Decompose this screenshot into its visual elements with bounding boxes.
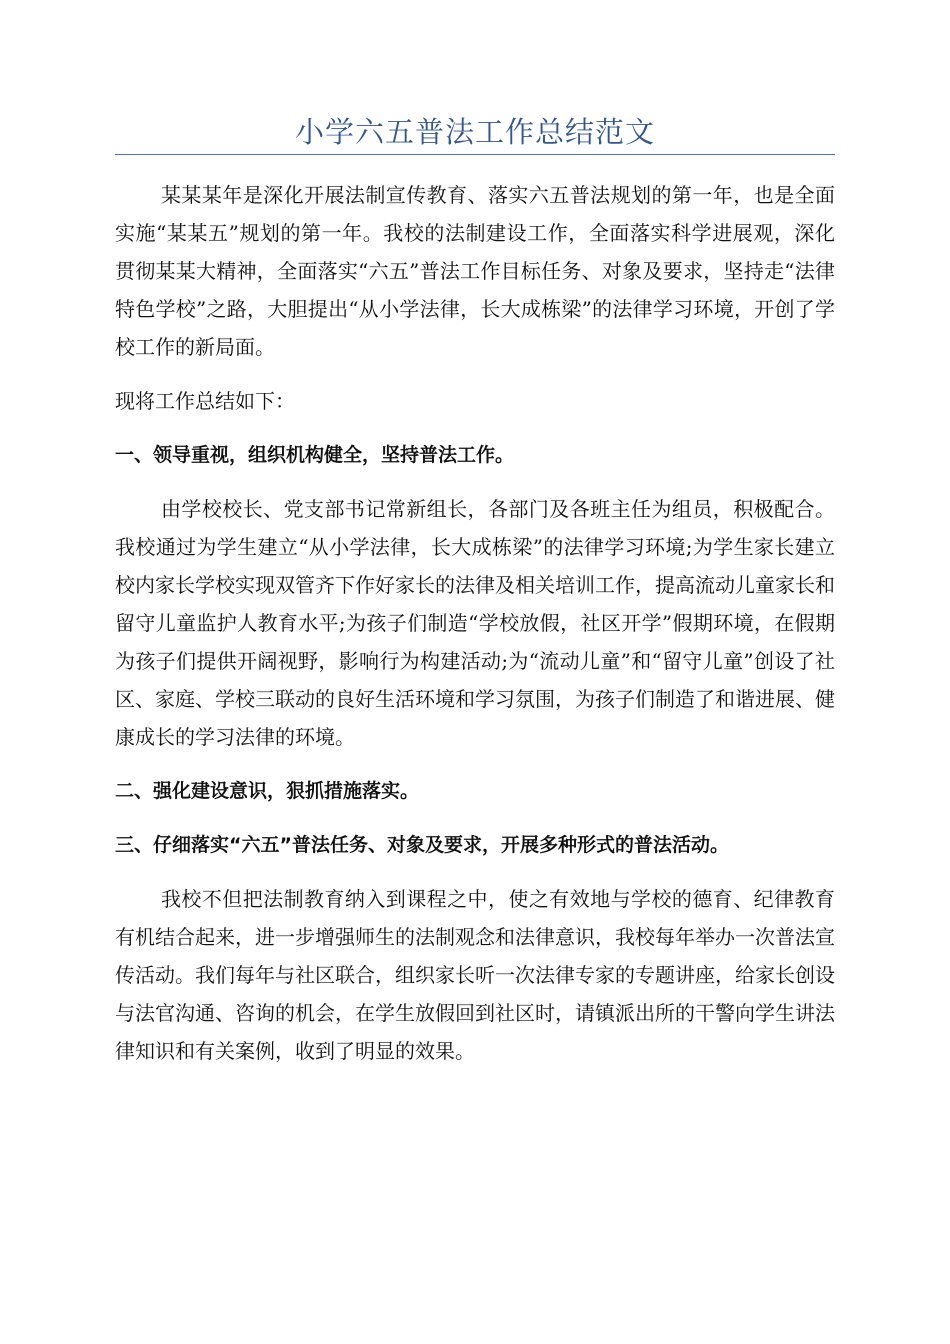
intro-paragraph: 某某某年是深化开展法制宣传教育、落实六五普法规划的第一年，也是全面实施“某某五”规划的第一年。我校的法制建设工作，全面落实科学进展观，深化贯彻某某大精神，全面落实“六五”普法工作目标任务、对象及要求，坚持走“法律特色学校”之路，大胆提出“从小学法律，长大成栋梁”的法律学习环境，开创了学校工作的新局面。 — [115, 183, 835, 359]
summary-lead-paragraph: 现将工作总结如下： — [115, 389, 295, 413]
section-1-paragraph: 由学校校长、党支部书记常新组长，各部门及各班主任为组员，积极配合。我校通过为学生建立“从小学法律，长大成栋梁”的法律学习环境;为学生家长建立校内家长学校实现双管齐下作好家长的法律及相关培训工作，提高流动儿童家长和留守儿童监护人教育水平;为孩子们制造“学校放假，社区开学”假期环境，在假期为孩子们提供开阔视野，影响行为构建活动;为“流动儿童”和“留守儿童”创设了社区、家庭、学校三联动的良好生活环境和学习氛围，为孩子们制造了和谐进展、健康成长的学习法律的环境。 — [115, 497, 835, 749]
section-heading-1: 一、领导重视，组织机构健全，坚持普法工作。 — [115, 444, 515, 466]
section-heading-3: 三、仔细落实“六五”普法任务、对象及要求，开展多种形式的普法活动。 — [115, 834, 729, 856]
section-heading-2: 二、强化建设意识，狠抓措施落实。 — [115, 780, 420, 802]
section-3-paragraph: 我校不但把法制教育纳入到课程之中，使之有效地与学校的德育、纪律教育有机结合起来，进一步增强师生的法制观念和法律意识，我校每年举办一次普法宣传活动。我们每年与社区联合，组织家长听一次法律专家的专题讲座，给家长创设与法官沟通、咨询的机会，在学生放假回到社区时，请镇派出所的干警向学生讲法律知识和有关案例，收到了明显的效果。 — [115, 887, 835, 1063]
document-body — [115, 176, 835, 1086]
title-underline — [115, 154, 835, 155]
document-title: 小学六五普法工作总结范文 — [294, 115, 655, 149]
